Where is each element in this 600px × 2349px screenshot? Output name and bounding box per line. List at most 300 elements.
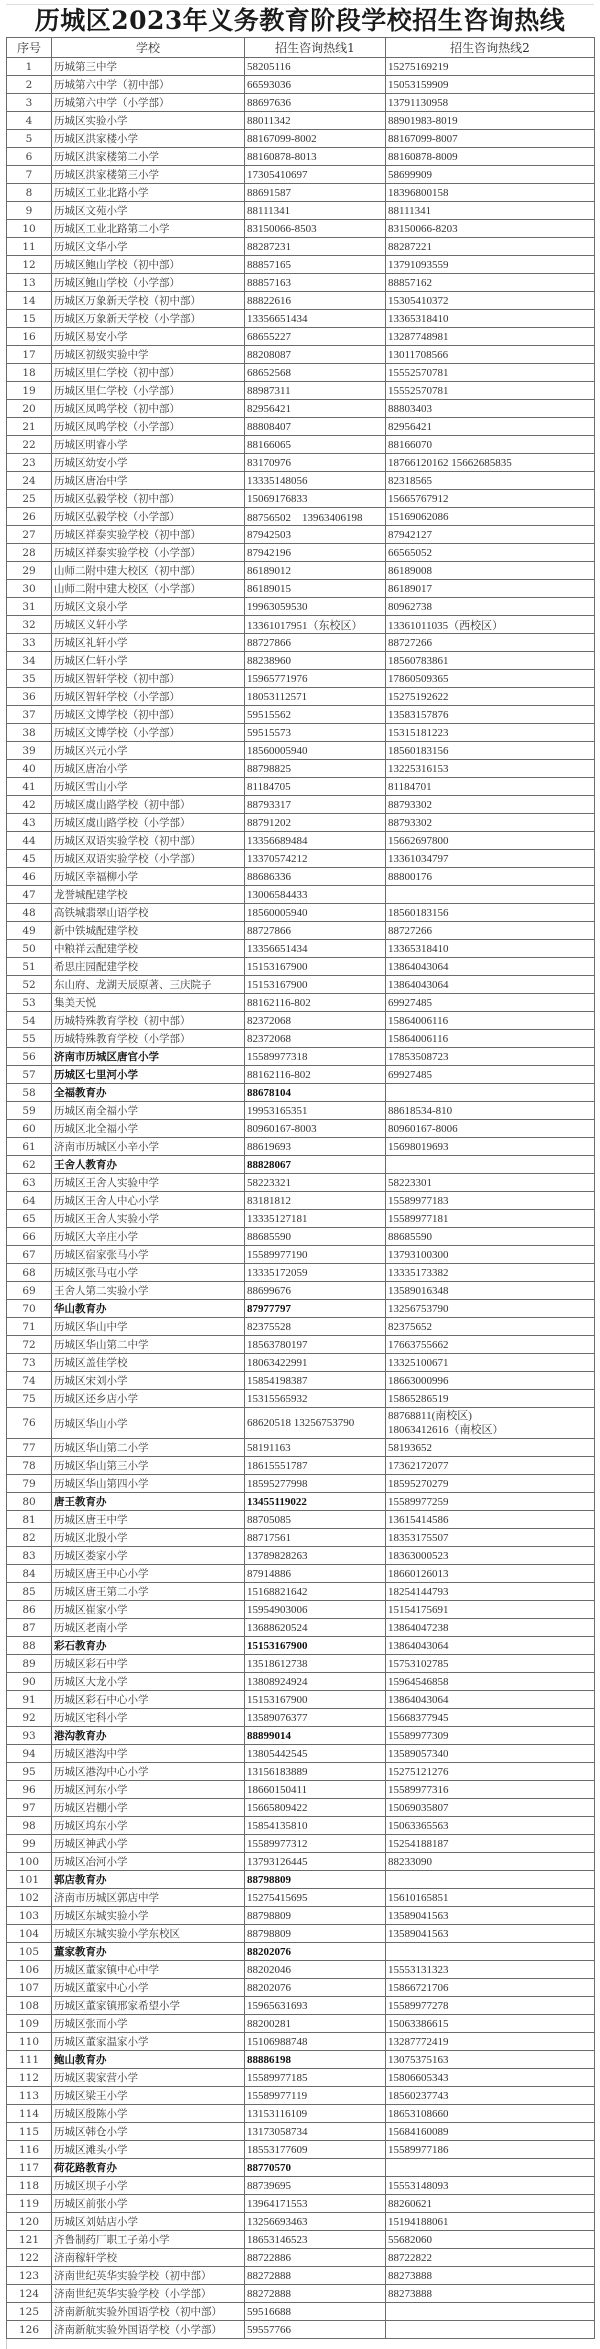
table-row xyxy=(7,292,595,310)
table-row xyxy=(7,832,595,850)
row-number: 18 xyxy=(7,364,52,382)
school-name: 历城区智轩学校（初中部） xyxy=(52,670,245,688)
hotline-1: 88697636 xyxy=(245,94,386,112)
hotline-2: 15806605343 xyxy=(386,2069,595,2087)
row-number: 12 xyxy=(7,256,52,274)
table-row xyxy=(7,1727,595,1745)
hotline-2: 81184701 xyxy=(386,778,595,796)
row-number: 69 xyxy=(7,1282,52,1300)
school-name: 高铁城翡翠山语学校 xyxy=(52,904,245,922)
hotline-1: 18560005940 xyxy=(245,742,386,760)
hotline-1: 88166065 xyxy=(245,436,386,454)
table-row xyxy=(7,1817,595,1835)
table-row xyxy=(7,742,595,760)
row-number: 17 xyxy=(7,346,52,364)
table-row xyxy=(7,598,595,616)
table-row xyxy=(7,454,595,472)
hotline-1: 88160878-8013 xyxy=(245,148,386,166)
hotline-2: 13615414586 xyxy=(386,1511,595,1529)
row-number: 117 xyxy=(7,2159,52,2177)
row-number: 100 xyxy=(7,1853,52,1871)
hotline-2: 18560183156 xyxy=(386,742,595,760)
table-row xyxy=(7,1943,595,1961)
hotline-1: 88705085 xyxy=(245,1511,386,1529)
school-name: 历城区盖佳学校 xyxy=(52,1354,245,1372)
school-name: 荷花路教育办 xyxy=(52,2159,245,2177)
hotline-2 xyxy=(386,1408,595,1439)
row-number: 103 xyxy=(7,1907,52,1925)
school-name: 历城区大龙小学 xyxy=(52,1673,245,1691)
hotline-1: 18563780197 xyxy=(245,1336,386,1354)
table-row xyxy=(7,1408,595,1439)
row-number: 83 xyxy=(7,1547,52,1565)
hotline-2: 88287221 xyxy=(386,238,595,256)
hotline-2: 15668377945 xyxy=(386,1709,595,1727)
school-name: 历城区刘姑店小学 xyxy=(52,2213,245,2231)
row-number: 109 xyxy=(7,2015,52,2033)
hotline-2: 13011708566 xyxy=(386,346,595,364)
school-name: 历城区万象新天学校（小学部） xyxy=(52,310,245,328)
hotline-2: 88793302 xyxy=(386,814,595,832)
hotline-1: 88202076 xyxy=(245,1979,386,1997)
table-row xyxy=(7,958,595,976)
table-row xyxy=(7,436,595,454)
table-row xyxy=(7,1835,595,1853)
hotline-2: 15553131323 xyxy=(386,1961,595,1979)
hotline-1: 13153116109 xyxy=(245,2105,386,2123)
hotline-2 xyxy=(386,1871,595,1889)
row-number: 118 xyxy=(7,2177,52,2195)
table-row xyxy=(7,1354,595,1372)
hotline-2: 15589977309 xyxy=(386,1727,595,1745)
table-row xyxy=(7,1583,595,1601)
table-row xyxy=(7,2087,595,2105)
table-row xyxy=(7,1192,595,1210)
hotline-2: 13256753790 xyxy=(386,1300,595,1318)
school-name: 历城区鲍山学校（小学部） xyxy=(52,274,245,292)
school-name: 历城特殊教育学校（小学部） xyxy=(52,1030,245,1048)
hotline-1: 88857163 xyxy=(245,274,386,292)
hotline-2 xyxy=(386,2303,595,2321)
hotline-1: 83170976 xyxy=(245,454,386,472)
hotline-2: 13361011035（西校区） xyxy=(386,616,595,634)
table-row xyxy=(7,2069,595,2087)
row-number: 30 xyxy=(7,580,52,598)
table-row xyxy=(7,1889,595,1907)
school-name: 龙誉城配建学校 xyxy=(52,886,245,904)
school-name: 历城区冶河小学 xyxy=(52,1853,245,1871)
hotline-2: 82318565 xyxy=(386,472,595,490)
hotline-2 xyxy=(386,886,595,904)
hotline-1: 13361017951（东校区） xyxy=(245,616,386,634)
hotline-1: 15589977185 xyxy=(245,2069,386,2087)
hotline-1: 88208087 xyxy=(245,346,386,364)
hotline-1: 15589977190 xyxy=(245,1246,386,1264)
hotline-1: 88685590 xyxy=(245,1228,386,1246)
row-number: 76 xyxy=(7,1408,52,1439)
row-number: 122 xyxy=(7,2249,52,2267)
table-row xyxy=(7,166,595,184)
table-row xyxy=(7,1961,595,1979)
school-name: 历城区华山小学 xyxy=(52,1408,245,1439)
row-number: 97 xyxy=(7,1799,52,1817)
school-name: 历城区七里河小学 xyxy=(52,1066,245,1084)
row-number: 92 xyxy=(7,1709,52,1727)
hotline-1: 88899014 xyxy=(245,1727,386,1745)
table-row xyxy=(7,1745,595,1763)
hotline-2: 88167099-8007 xyxy=(386,130,595,148)
table-row xyxy=(7,652,595,670)
hotline-1: 59515562 xyxy=(245,706,386,724)
hotline-1: 88678104 xyxy=(245,1084,386,1102)
table-row xyxy=(7,2141,595,2159)
hotline-1: 15589977318 xyxy=(245,1048,386,1066)
hotline-1: 82375528 xyxy=(245,1318,386,1336)
school-name: 历城区王舍人实验小学 xyxy=(52,1210,245,1228)
hotline-2: 13287772419 xyxy=(386,2033,595,2051)
school-name: 历城区华山第四小学 xyxy=(52,1475,245,1493)
school-name: 历城区彩石中学 xyxy=(52,1655,245,1673)
row-number: 14 xyxy=(7,292,52,310)
school-name: 历城区工业北路第二小学 xyxy=(52,220,245,238)
school-name: 历城区凤鸣学校（小学部） xyxy=(52,418,245,436)
hotline-1: 17305410697 xyxy=(245,166,386,184)
school-name: 历城区弘毅学校（小学部） xyxy=(52,508,245,526)
row-number: 1 xyxy=(7,58,52,76)
hotline-1: 82956421 xyxy=(245,400,386,418)
row-number: 56 xyxy=(7,1048,52,1066)
school-name: 历城区虞山路学校（小学部） xyxy=(52,814,245,832)
hotline-2: 13793100300 xyxy=(386,1246,595,1264)
hotline-2: 58223301 xyxy=(386,1174,595,1192)
table-row xyxy=(7,994,595,1012)
row-number: 99 xyxy=(7,1835,52,1853)
hotline-1: 82372068 xyxy=(245,1012,386,1030)
hotline-2: 15864006116 xyxy=(386,1012,595,1030)
row-number: 86 xyxy=(7,1601,52,1619)
row-number: 42 xyxy=(7,796,52,814)
table-row xyxy=(7,1619,595,1637)
row-number: 27 xyxy=(7,526,52,544)
row-number: 25 xyxy=(7,490,52,508)
hotline-2: 18595270279 xyxy=(386,1475,595,1493)
hotline-1: 88798809 xyxy=(245,1871,386,1889)
table-row xyxy=(7,1475,595,1493)
table-row xyxy=(7,2303,595,2321)
hotline-1: 66593036 xyxy=(245,76,386,94)
table-row xyxy=(7,1012,595,1030)
row-number: 108 xyxy=(7,1997,52,2015)
hotline-2: 13791130958 xyxy=(386,94,595,112)
row-number: 39 xyxy=(7,742,52,760)
school-name: 济南新航实验外国语学校（初中部） xyxy=(52,2303,245,2321)
school-name: 历城区北全福小学 xyxy=(52,1120,245,1138)
school-name: 历城区智轩学校（小学部） xyxy=(52,688,245,706)
row-number: 28 xyxy=(7,544,52,562)
table-row xyxy=(7,706,595,724)
hotline-2: 88160878-8009 xyxy=(386,148,595,166)
school-name: 历城第六中学（初中部） xyxy=(52,76,245,94)
row-number: 105 xyxy=(7,1943,52,1961)
hotline-1: 18063422991 xyxy=(245,1354,386,1372)
hotline-2: 13864043064 xyxy=(386,976,595,994)
table-row xyxy=(7,2267,595,2285)
table-row xyxy=(7,1439,595,1457)
hotline-1: 58191163 xyxy=(245,1439,386,1457)
school-name: 历城区鲍山学校（初中部） xyxy=(52,256,245,274)
hotline-2: 18560183156 xyxy=(386,904,595,922)
hotline-1: 13370574212 xyxy=(245,850,386,868)
row-number: 115 xyxy=(7,2123,52,2141)
hotline-2: 88857162 xyxy=(386,274,595,292)
school-name: 历城区洪家楼第三小学 xyxy=(52,166,245,184)
table-row xyxy=(7,256,595,274)
row-number: 73 xyxy=(7,1354,52,1372)
table-row xyxy=(7,2231,595,2249)
hotline-2: 83150066-8203 xyxy=(386,220,595,238)
hotline-1: 15069176833 xyxy=(245,490,386,508)
hotline-1: 83181812 xyxy=(245,1192,386,1210)
school-name: 集美天悦 xyxy=(52,994,245,1012)
table-row xyxy=(7,1336,595,1354)
row-number: 31 xyxy=(7,598,52,616)
table-row xyxy=(7,1282,595,1300)
hotline-2: 69927485 xyxy=(386,1066,595,1084)
hotline-2: 15552570781 xyxy=(386,364,595,382)
hotline-2: 80962738 xyxy=(386,598,595,616)
hotline-1: 15954903006 xyxy=(245,1601,386,1619)
school-name: 历城区董家中心小学 xyxy=(52,1979,245,1997)
row-number: 107 xyxy=(7,1979,52,1997)
row-number: 104 xyxy=(7,1925,52,1943)
table-row xyxy=(7,2123,595,2141)
row-number: 59 xyxy=(7,1102,52,1120)
school-name: 历城区港沟中心小学 xyxy=(52,1763,245,1781)
row-number: 78 xyxy=(7,1457,52,1475)
hotline-2: 15589977316 xyxy=(386,1781,595,1799)
table-row xyxy=(7,274,595,292)
row-number: 51 xyxy=(7,958,52,976)
row-number: 71 xyxy=(7,1318,52,1336)
hotline-1: 58223321 xyxy=(245,1174,386,1192)
hotline-1: 88739695 xyxy=(245,2177,386,2195)
hotline-2: 17860509365 xyxy=(386,670,595,688)
row-number: 11 xyxy=(7,238,52,256)
school-name: 历城区唐王中心小学 xyxy=(52,1565,245,1583)
hotline-2: 55682060 xyxy=(386,2231,595,2249)
hotline-2: 18766120162 15662685835 xyxy=(386,454,595,472)
hotline-1: 13335148056 xyxy=(245,472,386,490)
hotline-2: 15964546858 xyxy=(386,1673,595,1691)
hotline-2: 88618534-810 xyxy=(386,1102,595,1120)
hotline-1: 88202046 xyxy=(245,1961,386,1979)
school-name: 东山府、龙湖天辰原著、三庆院子 xyxy=(52,976,245,994)
school-name: 历城区初级实验中学 xyxy=(52,346,245,364)
hotline-2: 13365318410 xyxy=(386,310,595,328)
row-number: 9 xyxy=(7,202,52,220)
hotline-1: 13805442545 xyxy=(245,1745,386,1763)
hotline-1: 15589977119 xyxy=(245,2087,386,2105)
school-name: 历城区王舍人实验中学 xyxy=(52,1174,245,1192)
school-name: 历城区里仁学校（小学部） xyxy=(52,382,245,400)
hotline-2: 88273888 xyxy=(386,2285,595,2303)
school-name: 历城区实验小学 xyxy=(52,112,245,130)
school-name: 历城区工业北路小学 xyxy=(52,184,245,202)
hotline-2: 66565052 xyxy=(386,544,595,562)
row-number: 50 xyxy=(7,940,52,958)
table-row xyxy=(7,58,595,76)
row-number: 81 xyxy=(7,1511,52,1529)
table-row xyxy=(7,670,595,688)
table-row xyxy=(7,1318,595,1336)
table-row xyxy=(7,508,595,526)
school-name: 希思庄园配建学校 xyxy=(52,958,245,976)
table-row xyxy=(7,2177,595,2195)
row-number: 54 xyxy=(7,1012,52,1030)
hotline-2: 15589977181 xyxy=(386,1210,595,1228)
row-number: 87 xyxy=(7,1619,52,1637)
school-name: 历城区宿家张马小学 xyxy=(52,1246,245,1264)
school-name: 历城区里仁学校（初中部） xyxy=(52,364,245,382)
hotline-1: 15153167900 xyxy=(245,1691,386,1709)
row-number: 84 xyxy=(7,1565,52,1583)
hotline-1: 15106988748 xyxy=(245,2033,386,2051)
table-row xyxy=(7,562,595,580)
school-name: 历城区张而小学 xyxy=(52,2015,245,2033)
row-number: 40 xyxy=(7,760,52,778)
row-number: 61 xyxy=(7,1138,52,1156)
table-row xyxy=(7,1390,595,1408)
row-number: 124 xyxy=(7,2285,52,2303)
table-row xyxy=(7,922,595,940)
table-row xyxy=(7,382,595,400)
hotline-2 xyxy=(386,1943,595,1961)
row-number: 57 xyxy=(7,1066,52,1084)
table-header-row xyxy=(7,38,595,58)
hotline-2: 13365318410 xyxy=(386,940,595,958)
hotline-1: 18615551787 xyxy=(245,1457,386,1475)
hotline-2: 15305410372 xyxy=(386,292,595,310)
table-row xyxy=(7,1673,595,1691)
hotline-table xyxy=(6,37,595,2339)
row-number: 58 xyxy=(7,1084,52,1102)
hotline-1: 13173058734 xyxy=(245,2123,386,2141)
hotline-2: 18353175507 xyxy=(386,1529,595,1547)
table-row xyxy=(7,1997,595,2015)
row-number: 41 xyxy=(7,778,52,796)
hotline-1: 88798825 xyxy=(245,760,386,778)
school-name: 唐王教育办 xyxy=(52,1493,245,1511)
school-name: 济南新航实验外国语学校（小学部） xyxy=(52,2321,245,2339)
school-name: 济南市历城区唐官小学 xyxy=(52,1048,245,1066)
row-number: 24 xyxy=(7,472,52,490)
row-number: 16 xyxy=(7,328,52,346)
table-row xyxy=(7,940,595,958)
row-number: 98 xyxy=(7,1817,52,1835)
hotline-1: 15965771976 xyxy=(245,670,386,688)
hotline-1: 13156183889 xyxy=(245,1763,386,1781)
table-row xyxy=(7,1048,595,1066)
table-row xyxy=(7,634,595,652)
hotline-2: 13589057340 xyxy=(386,1745,595,1763)
hotline-2: 88800176 xyxy=(386,868,595,886)
row-number: 65 xyxy=(7,1210,52,1228)
hotline-1: 15854198387 xyxy=(245,1372,386,1390)
table-row xyxy=(7,1030,595,1048)
hotline-2: 15194188061 xyxy=(386,2213,595,2231)
hotline-1: 88287231 xyxy=(245,238,386,256)
hotline-2: 15063386615 xyxy=(386,2015,595,2033)
table-row xyxy=(7,2213,595,2231)
row-number: 79 xyxy=(7,1475,52,1493)
hotline-2: 13864043064 xyxy=(386,958,595,976)
school-name: 历城区东城实验小学 xyxy=(52,1907,245,1925)
school-name: 港沟教育办 xyxy=(52,1727,245,1745)
hotline-2: 88803403 xyxy=(386,400,595,418)
table-row xyxy=(7,1210,595,1228)
table-row xyxy=(7,976,595,994)
school-name: 历城区王舍人中心小学 xyxy=(52,1192,245,1210)
hotline-1: 15153167900 xyxy=(245,976,386,994)
table-row xyxy=(7,1565,595,1583)
hotline-1: 15168821642 xyxy=(245,1583,386,1601)
table-row xyxy=(7,1264,595,1282)
table-row xyxy=(7,1601,595,1619)
hotline-2: 88722822 xyxy=(386,2249,595,2267)
hotline-1: 88238960 xyxy=(245,652,386,670)
school-name: 鲍山教育办 xyxy=(52,2051,245,2069)
hotline-2-line-1: 88768811(南校区) xyxy=(388,1410,472,1422)
row-number: 22 xyxy=(7,436,52,454)
school-name: 历城区彩石中心小学 xyxy=(52,1691,245,1709)
school-name: 历城区虞山路学校（初中部） xyxy=(52,796,245,814)
table-row xyxy=(7,1529,595,1547)
row-number: 46 xyxy=(7,868,52,886)
hotline-2 xyxy=(386,1156,595,1174)
hotline-2: 88901983-8019 xyxy=(386,112,595,130)
hotline-2: 13864043064 xyxy=(386,1691,595,1709)
table-row xyxy=(7,328,595,346)
hotline-1: 88808407 xyxy=(245,418,386,436)
school-name: 历城区港沟中学 xyxy=(52,1745,245,1763)
school-name: 历城区兴元小学 xyxy=(52,742,245,760)
hotline-2: 15315181223 xyxy=(386,724,595,742)
hotline-1: 59515573 xyxy=(245,724,386,742)
row-number: 10 xyxy=(7,220,52,238)
hotline-1: 13589076377 xyxy=(245,1709,386,1727)
school-name: 历城区宅科小学 xyxy=(52,1709,245,1727)
hotline-1: 13356689484 xyxy=(245,832,386,850)
hotline-1: 88791202 xyxy=(245,814,386,832)
row-number: 29 xyxy=(7,562,52,580)
hotline-2: 18663000996 xyxy=(386,1372,595,1390)
table-row xyxy=(7,850,595,868)
table-row xyxy=(7,1979,595,1997)
table-row xyxy=(7,580,595,598)
school-name: 历城区华山第三小学 xyxy=(52,1457,245,1475)
table-row xyxy=(7,1763,595,1781)
school-name: 历城区文博学校（初中部） xyxy=(52,706,245,724)
header-hotline-2: 招生咨询热线2 xyxy=(386,38,595,58)
school-name: 历城区洪家楼第二小学 xyxy=(52,148,245,166)
hotline-2: 15662697800 xyxy=(386,832,595,850)
table-row xyxy=(7,1781,595,1799)
school-name: 新中铁城配建学校 xyxy=(52,922,245,940)
school-name: 历城区文华小学 xyxy=(52,238,245,256)
hotline-2: 15553148093 xyxy=(386,2177,595,2195)
school-name: 历城区双语实验学校（初中部） xyxy=(52,832,245,850)
row-number: 37 xyxy=(7,706,52,724)
